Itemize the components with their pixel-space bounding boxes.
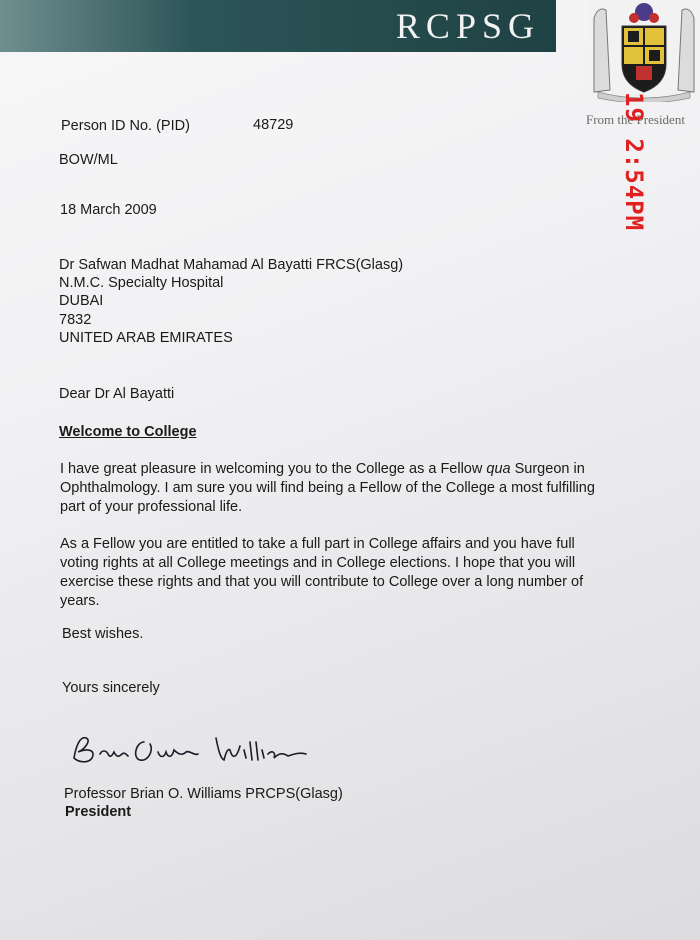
camera-timestamp: 19 2:54PM (620, 92, 648, 232)
signatory-title: President (65, 804, 132, 820)
address-line: Dr Safwan Madhat Mahamad Al Bayatti FRCS(Glasg) (59, 257, 404, 273)
paragraph-line: Ophthalmology. I am sure you will find being a Fellow of the College a most fulfilling (60, 480, 595, 496)
address-line: 7832 (59, 312, 92, 328)
signatory-name: Professor Brian O. Williams PRCPS(Glasg) (64, 786, 343, 802)
letter-subject: Welcome to College (59, 424, 197, 440)
italic-word: qua (486, 461, 511, 477)
address-line: N.M.C. Specialty Hospital (59, 275, 224, 291)
reference-code: BOW/ML (59, 152, 118, 168)
brand-name: RCPSG (395, 6, 540, 46)
handwritten-signature (66, 728, 326, 772)
paragraph-line: I have great pleasure in welcoming you to the College as a Fellow qua Surgeon in (60, 461, 585, 477)
paragraph-line: part of your professional life. (60, 499, 243, 515)
paragraph-line: years. (60, 593, 100, 609)
body-paragraph-1 (60, 460, 670, 517)
from-the-president-text: From the President (586, 112, 685, 127)
letterhead-banner (0, 0, 556, 52)
body-paragraph-2 (60, 535, 670, 611)
paragraph-line: As a Fellow you are entitled to take a full part in College affairs and you have full (60, 536, 575, 552)
paragraph-line: exercise these rights and that you will contribute to College over a long number of (60, 574, 584, 590)
pid-label: Person ID No. (PID) (61, 118, 190, 134)
closing-phrase: Yours sincerely (62, 680, 160, 696)
letter-date: 18 March 2009 (60, 202, 157, 218)
salutation: Dear Dr Al Bayatti (59, 386, 175, 402)
address-line: UNITED ARAB EMIRATES (59, 330, 233, 346)
paragraph-line: voting rights at all College meetings and in College elections. I hope that you will (60, 555, 576, 571)
pid-value: 48729 (253, 117, 294, 133)
address-line: DUBAI (59, 293, 104, 309)
closing-wishes: Best wishes. (62, 626, 144, 642)
college-crest-icon (588, 0, 700, 102)
